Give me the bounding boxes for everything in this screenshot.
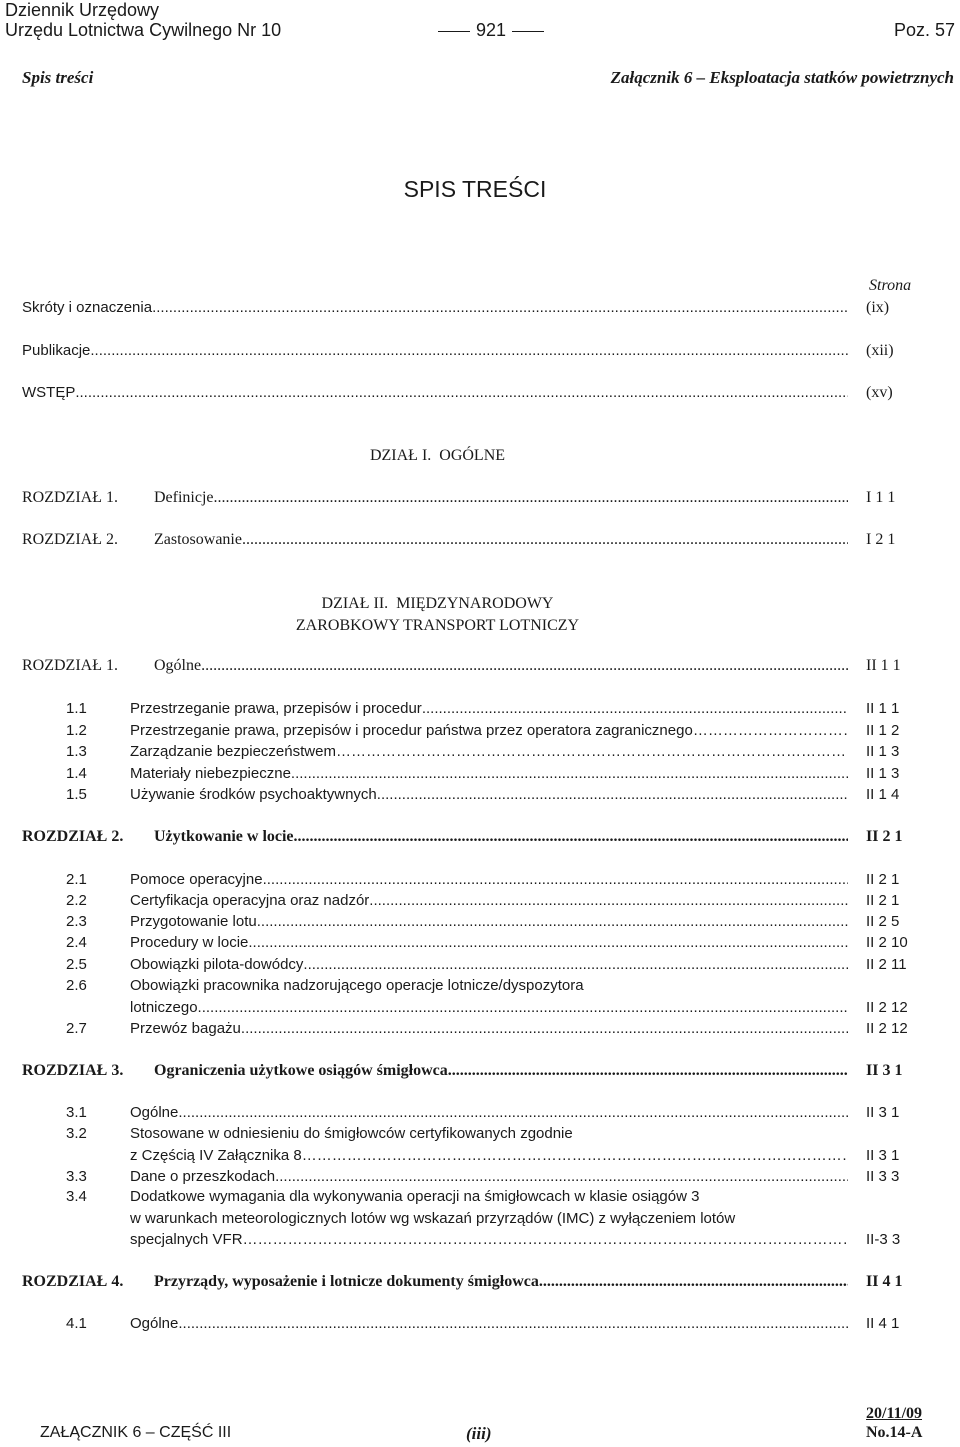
toc-item-3-3-page: II 3 3: [866, 1168, 900, 1185]
toc-item-3-1-page: II 3 1: [866, 1104, 900, 1121]
part2-chapter-2[interactable]: ROZDZIAŁ 2. Użytkowanie w locie .....: [22, 826, 848, 848]
toc-item-3-4-num: 3.4: [66, 1188, 87, 1205]
toc-item-3-1[interactable]: 3.1 Ogólne .....: [66, 1102, 848, 1124]
position-number: Poz. 57: [893, 20, 955, 40]
toc-item-3-4-line3[interactable]: specjalnych VFR ……………………………………………………………………………………………………………………………………………………: [130, 1229, 848, 1251]
toc-item-2-7[interactable]: 2.7 Przewóz bagażu .....: [66, 1018, 848, 1040]
page-column-label: Strona: [869, 277, 912, 294]
toc-item-1-3-page: II 1 3: [866, 743, 900, 760]
toc-item-3-2-num: 3.2: [66, 1125, 87, 1142]
dash-right: [512, 31, 544, 32]
toc-item-1-2-page: II 1 2: [866, 722, 900, 739]
toc-item-2-6-page: II 2 12: [866, 999, 908, 1016]
footer-left: ZAŁĄCZNIK 6 – CZĘŚĆ III: [40, 1424, 232, 1441]
toc-item-2-5[interactable]: 2.5 Obowiązki pilota-dowódcy .....: [66, 954, 848, 976]
part2-heading-line1: DZIAŁ II. MIĘDZYNARODOWY: [321, 595, 554, 612]
part2-heading: [0, 593, 875, 637]
toc-front-2-page: (xii): [866, 342, 894, 359]
toc-item-1-5[interactable]: 1.5 Używanie środków psychoaktywnych .....: [66, 784, 848, 806]
section-left: Spis treści: [22, 68, 94, 87]
part2-chapter-4[interactable]: ROZDZIAŁ 4. Przyrządy, wyposażenie i lotnicze dokumenty śmigłowca .....: [22, 1271, 848, 1293]
dash-left: [438, 31, 470, 32]
toc-item-3-2-line2[interactable]: z Częścią IV Załącznika 8 ……………………………………………………………………………………………………………………………………………………: [130, 1145, 848, 1167]
toc-item-2-7-page: II 2 12: [866, 1020, 908, 1037]
toc-item-1-4[interactable]: 1.4 Materiały niebezpieczne .....: [66, 763, 848, 785]
toc-item-3-4-line2[interactable]: w warunkach meteorologicznych lotów wg wskazań przyrządów (IMC) z wyłączeniem lotów: [130, 1210, 736, 1227]
toc-item-2-6-line1[interactable]: Obowiązki pracownika nadzorującego operacje lotnicze/dyspozytora: [130, 977, 584, 994]
toc-item-3-2-page: II 3 1: [866, 1147, 900, 1164]
part1-chapter-2-page: I 2 1: [866, 531, 896, 548]
toc-item-3-4-line1[interactable]: Dodatkowe wymagania dla wykonywania operacji na śmigłowcach w klasie osiągów 3: [130, 1188, 700, 1205]
toc-item-2-6-line2[interactable]: lotniczego .....: [130, 997, 848, 1019]
footer-number: No.14-A: [866, 1424, 923, 1441]
toc-item-2-5-page: II 2 11: [866, 956, 907, 973]
toc-item-2-2-page: II 2 1: [866, 892, 900, 909]
part1-chapter-1[interactable]: ROZDZIAŁ 1. Definicje .....: [22, 487, 848, 509]
toc-item-4-1-page: II 4 1: [866, 1315, 900, 1332]
part2-heading-line2: ZAROBKOWY TRANSPORT LOTNICZY: [295, 617, 580, 634]
toc-item-1-1-page: II 1 1: [866, 700, 900, 717]
part1-heading: DZIAŁ I. OGÓLNE: [369, 447, 506, 464]
part2-chapter-4-page: II 4 1: [866, 1273, 903, 1290]
toc-item-3-3[interactable]: 3.3 Dane o przeszkodach .....: [66, 1166, 848, 1188]
part2-chapter-1[interactable]: ROZDZIAŁ 1. Ogólne .....: [22, 655, 848, 677]
toc-item-1-1[interactable]: 1.1 Przestrzeganie prawa, przepisów i procedur .....: [66, 698, 848, 720]
part1-chapter-2[interactable]: ROZDZIAŁ 2. Zastosowanie .....: [22, 529, 848, 551]
toc-front-3-page: (xv): [866, 384, 893, 401]
toc-front-1-page: (ix): [866, 299, 890, 316]
toc-item-2-4[interactable]: 2.4 Procedury w locie .....: [66, 932, 848, 954]
footer-date: 20/11/09: [866, 1405, 923, 1422]
section-right: Załącznik 6 – Eksploatacja statków powietrznych: [610, 68, 954, 87]
toc-item-1-3[interactable]: 1.3 Zarządzanie bezpieczeństwem ……………………………………………………………………………………………………………………………………………………: [66, 741, 848, 763]
journal-title: [5, 0, 281, 40]
part2-chapter-3[interactable]: ROZDZIAŁ 3. Ograniczenia użytkowe osiągów śmigłowca .....: [22, 1060, 848, 1082]
toc-front-2[interactable]: Publikacje .....: [22, 340, 848, 362]
part2-chapter-3-page: II 3 1: [866, 1062, 903, 1079]
part2-chapter-2-page: II 2 1: [866, 828, 903, 845]
toc-item-2-1[interactable]: 2.1 Pomoce operacyjne .....: [66, 869, 848, 891]
toc-item-2-1-page: II 2 1: [866, 871, 900, 888]
footer-center: (iii): [466, 1424, 492, 1443]
part1-chapter-1-page: I 1 1: [866, 489, 896, 506]
toc-item-2-4-page: II 2 10: [866, 934, 908, 951]
toc-front-3[interactable]: WSTĘP .....: [22, 382, 848, 404]
toc-front-1[interactable]: Skróty i oznaczenia .....: [22, 297, 848, 319]
toc-item-3-2-line1[interactable]: Stosowane w odniesieniu do śmigłowców certyfikowanych zgodnie: [130, 1125, 573, 1142]
toc-item-2-2[interactable]: 2.2 Certyfikacja operacyjna oraz nadzór .....: [66, 890, 848, 912]
toc-item-2-6-num: 2.6: [66, 977, 87, 994]
journal-line1: Dziennik Urzędowy: [5, 0, 160, 20]
toc-item-2-3[interactable]: 2.3 Przygotowanie lotu .....: [66, 911, 848, 933]
part2-chapter-1-page: II 1 1: [866, 657, 901, 674]
toc-item-1-4-page: II 1 3: [866, 765, 900, 782]
toc-item-3-4-page: II-3 3: [866, 1231, 901, 1248]
journal-line2: Urzędu Lotnictwa Cywilnego Nr 10: [5, 20, 282, 40]
page-number: 921: [432, 20, 550, 40]
toc-item-1-5-page: II 1 4: [866, 786, 900, 803]
toc-item-2-3-page: II 2 5: [866, 913, 900, 930]
page-title: SPIS TREŚCI: [403, 176, 547, 202]
toc-item-4-1[interactable]: 4.1 Ogólne .....: [66, 1313, 848, 1335]
toc-item-1-2[interactable]: 1.2 Przestrzeganie prawa, przepisów i procedur państwa przez operatora zagranicznego ……………………………………………………………………………………………………………………………………………………: [66, 720, 848, 742]
